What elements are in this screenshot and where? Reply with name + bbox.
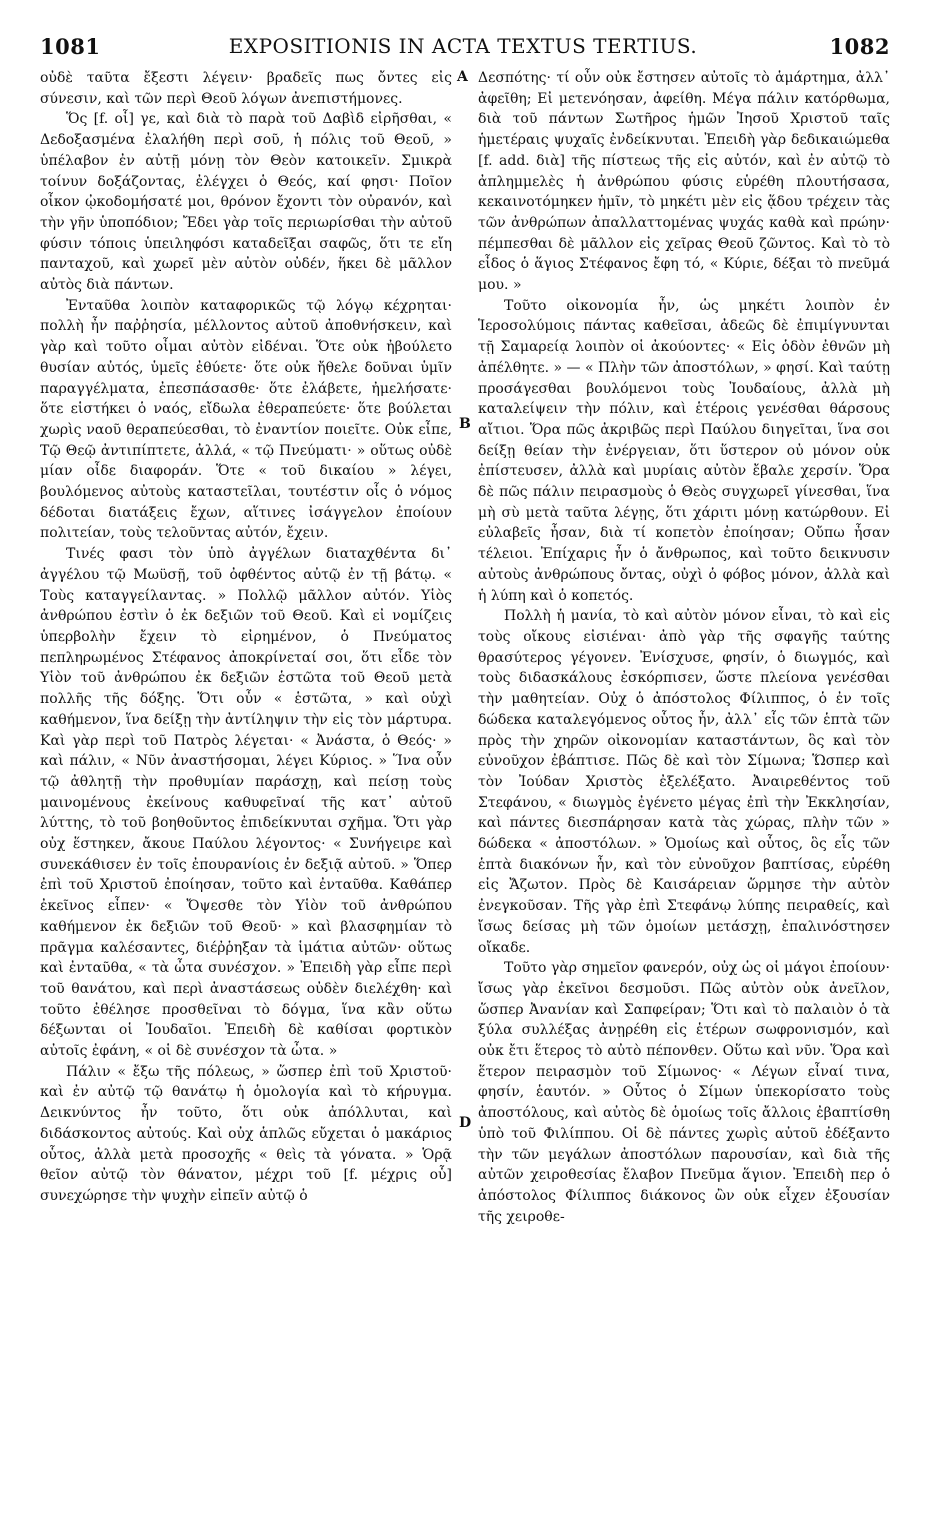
page-number-right: 1082 <box>829 34 890 59</box>
running-title: EXPOSITIONIS IN ACTA TEXTUS TERTIUS. <box>228 34 698 58</box>
right-column <box>478 68 890 1227</box>
left-paragraph-4: Τινές φασι τὸν ὑπὸ ἀγγέλων διαταχθέντα δι᾽ ἀγγέλου τῷ Μωϋσῇ, τοῦ ὀφθέντος αὐτῷ ἐν τῇ βάτῳ. « Τοὺς καταγγείλαντας. » Πολλῷ μᾶλλον αὐτόν. Υἱὸς ἀνθρώπου ἐστὶν ὁ ἐκ δεξιῶν τοῦ Θεοῦ. Καὶ εἰ νομίζεις ὑπερβολὴν ἔχειν τὸ εἰρημένον, ὁ Πνεύματος πεπληρωμένος Στέφανος ἀποκρίνεταί σοι, ὅτι εἶδε τὸν Υἱὸν τοῦ ἀνθρώπου ἐκ δεξιῶν ἑστῶτα τοῦ Θεοῦ μετὰ πολλῆς τῆς δόξης. Ὅτι οὖν « ἑστῶτα, » καὶ οὐχὶ καθήμενον, ἵνα δείξῃ τὴν ἀντίληψιν τὴν εἰς τὸν μάρτυρα. Καὶ γὰρ περὶ τοῦ Πατρὸς λέγεται· « Ἀνάστα, ὁ Θεός· » καὶ πάλιν, « Νῦν ἀναστήσομαι, λέγει Κύριος. » Ἵνα οὖν τῷ ἀθλητῇ τὴν προθυμίαν παράσχῃ, καὶ πείσῃ τοὺς μαινομένους ἐκείνους καθυφεῖναί τῆς κατ᾽ αὐτοῦ λύττης, τὸ τοῦ βοηθοῦντος ἐπιδείκνυται σχῆμα. Ὅτι γὰρ οὐχ ἕστηκεν, ἄκουε Παύλου λέγοντος· « Συνήγειρε καὶ συνεκάθισεν ἐν τοῖς ἐπουρανίοις ἐν δεξιᾷ αὐτοῦ. » Ὅπερ ἐπὶ τοῦ Χριστοῦ ἐποίησαν, τοῦτο καὶ ἐνταῦθα. Καθάπερ ἐκεῖνος εἶπεν· « Ὄψεσθε τὸν Υἱὸν τοῦ ἀνθρώπου καθήμενον ἐκ δεξιῶν τοῦ Θεοῦ· » καὶ βλασφημίαν τὸ πρᾶγμα καλέσαντες, διέῤῥηξαν τὰ ἱμάτια αὐτῶν· οὕτως καὶ ἐνταῦθα, « τὰ ὦτα συνέσχον. » Ἐπειδὴ γὰρ εἶπε περὶ τοῦ θανάτου, καὶ περὶ ἀναστάσεως οὐδὲν διελέχθη· καὶ τοῦτο ἐθέλησε προσθεῖναι τὸ δόγμα, ἵνα κἂν οὕτω δέξωνται οἱ Ἰουδαῖοι. Ἐπειδὴ δὲ καθίσαι φορτικὸν αὐτοῖς ἐφάνη, « οἱ δὲ συνέσχον τὰ ὦτα. » <box>40 546 452 1060</box>
left-column <box>40 68 452 1207</box>
page-number-left: 1081 <box>40 34 101 59</box>
left-paragraph-1: οὐδὲ ταῦτα ἔξεστι λέγειν· βραδεῖς πως ὄντες εἰς σύνεσιν, καὶ τῶν περὶ Θεοῦ λόγων ἀνεπιστήμονες. <box>40 70 452 107</box>
section-marker-a: A <box>457 69 468 85</box>
section-marker-d: D <box>459 1115 472 1131</box>
right-paragraph-3: Πολλὴ ἡ μανία, τὸ καὶ αὐτὸν μόνον εἶναι, τὸ καὶ εἰς τοὺς οἴκους εἰσιέναι· ἀπὸ γὰρ τῆς σφαγῆς ταύτης θρασύτερος γέγονεν. Ἐνίσχυσε, φησίν, ὁ διωγμός, καὶ τοὺς διδασκάλους ἐσκόρπισεν, ὥστε πλείονα γενέσθαι τὴν μαθητείαν. Οὐχ ὁ ἀπόστολος Φίλιππος, ὁ ἐν τοῖς δώδεκα καταλεγόμενος οὗτος ἦν, ἀλλ᾽ εἷς τῶν ἑπτὰ τῶν πρὸς τὴν χηρῶν οἰκονομίαν καταστάντων, ὃς καὶ τὸν εὐνοῦχον ἐβάπτισε. Πῶς δὲ καὶ τὸν Σίμωνα; Ὥσπερ καὶ τὸν Ἰούδαν Χριστὸς ἐξελέξατο. Ἀναιρεθέντος τοῦ Στεφάνου, « διωγμὸς ἐγένετο μέγας ἐπὶ τὴν Ἐκκλησίαν, καὶ πάντες διεσπάρησαν κατὰ τὰς χώρας, πλὴν τῶν » δώδεκα « ἀποστόλων. » Ὁμοίως καὶ οὗτος, ὃς εἷς τῶν ἑπτὰ διακόνων ἦν, καὶ τὸν εὐνοῦχον βαπτίσας, εὑρέθη εἰς Ἄζωτον. Πρὸς δὲ Καισάρειαν ὥρμησε τὴν αὐτὸν ἐνεγκοῦσαν. Τῆς γὰρ ἐπὶ Στεφάνῳ λύπης πειραθείς, καὶ ἴσως δείσας μὴ τῶν ὁμοίων μετάσχῃ, ἐπαλινόστησεν οἴκαδε. <box>478 608 890 956</box>
left-paragraph-5: Πάλιν « ἔξω τῆς πόλεως, » ὥσπερ ἐπὶ τοῦ Χριστοῦ· καὶ ἐν αὐτῷ τῷ θανάτῳ ἡ ὁμολογία καὶ τὸ κήρυγμα. Δεικνύντος ἦν τοῦτο, ὅτι οὐκ ἀπόλλυται, καὶ διδάσκοντος αὐτούς. Καὶ οὐχ ἁπλῶς εὔχεται ὁ μακάριος οὗτος, ἀλλὰ μετὰ προσοχῆς « θεὶς τὰ γόνατα. » Ὁρᾷ θεῖον αὐτῷ τὸν θάνατον, μέχρι τοῦ [f. μέχρις οὗ] συνεχώρησε τὴν ψυχὴν εἰπεῖν αὐτῷ ὁ <box>40 1063 452 1204</box>
page-header <box>0 34 926 60</box>
right-paragraph-2: Τοῦτο οἰκονομία ἦν, ὡς μηκέτι λοιπὸν ἐν Ἱεροσολύμοις πάντας καθεῖσαι, ἀδεῶς δὲ ἐπιμίγνυνται τῇ Σαμαρείᾳ λοιπὸν οἱ ἀκούοντες· « Εἰς ὁδὸν ἐθνῶν μὴ ἀπέλθητε. » — « Πλὴν τῶν ἀποστόλων, » φησί. Καὶ ταύτῃ προσάγεσθαι βουλόμενοι τοὺς Ἰουδαίους, ἀλλὰ μὴ καταλείψειν τὴν πόλιν, καὶ ἑτέροις γενέσθαι θάρσους αἴτιοι. Ὅρα πῶς ἀκριβῶς περὶ Παύλου διηγεῖται, ἵνα σοι δείξῃ θείαν τὴν ἐνέργειαν, ὅτι ὕστερον οὐ μόνον οὐκ ἐπίστευσεν, ἀλλὰ καὶ μυρίαις αὐτὸν ἔβαλε χερσίν. Ὅρα δὲ πῶς πάλιν πειρασμοὺς ὁ Θεὸς συγχωρεῖ γίνεσθαι, ἵνα μὴ σὺ μετὰ ταῦτα λέγῃς, ὅτι χάριτι μόνῃ κατώρθουν. Εἰ εὐλαβεῖς ἦσαν, διὰ τί κοπετὸν ἐποίησαν; Οὔπω ἦσαν τέλειοι. Ἐπίχαρις ἦν ὁ ἄνθρωπος, καὶ τοῦτο δεικνυσιν αὐτοὺς ἀνθρώπους ὄντας, οὐχὶ ὁ φόβος μόνον, ἀλλὰ καὶ ἡ λύπη καὶ ὁ κοπετός. <box>478 297 890 604</box>
right-paragraph-4: Τοῦτο γὰρ σημεῖον φανερόν, οὐχ ὡς οἱ μάγοι ἐποίουν· ἴσως γὰρ ἐκεῖνοι δεσμοῦσι. Πῶς αὐτὸν οὐκ ἀνεῖλον, ὥσπερ Ἀνανίαν καὶ Σαπφείραν; Ὅτι καὶ τὸ παλαιὸν ὁ τὰ ξύλα συλλέξας ἀνῃρέθη εἰς ἑτέρων σωφρονισμόν, καὶ οὐκ ἔτι ἕτερος τὸ αὐτὸ πέπονθεν. Οὕτω καὶ νῦν. Ὅρα καὶ ἕτερον πειρασμὸν τοῦ Σίμωνος· « Λέγων εἶναί τινα, φησίν, ἑαυτόν. » Οὗτος ὁ Σίμων ὑπεκορίσατο τοὺς ἀποστόλους, καὶ αὐτὸς δὲ ὁμοίως τοῖς ἄλλοις ἐβαπτίσθη ὑπὸ τοῦ Φιλίππου. Οἱ δὲ πάντες χωρὶς αὐτοῦ ἐδέξαντο τὴν τῶν μεγάλων ἀποστόλων παρουσίαν, καὶ διὰ τῆς αὐτῶν χειροθεσίας ἔλαβον Πνεῦμα ἅγιον. Ἐπειδὴ περ ὁ ἀπόστολος Φίλιππος διάκονος ὢν οὐκ εἶχεν ἐξουσίαν τῆς χειροθε- <box>478 960 890 1225</box>
left-paragraph-3: Ἐνταῦθα λοιπὸν καταφορικῶς τῷ λόγῳ κέχρηται· πολλὴ ἦν παῤῥησία, μέλλοντος αὐτοῦ ἀποθνήσκειν, καὶ γὰρ καὶ τοῦτο οἶμαι αὐτὸν εἰδέναι. Ὅτε οὐκ ἠβούλετο θυσίαν αὐτός, ὑμεῖς ἐθύετε· ὅτε οὐκ ἤθελε δοῦναι ὑμῖν παραγγέλματα, ἐπεσπάσασθε· ὅτε ἐλάβετε, ἠμελήσατε· ὅτε εἱστήκει ὁ ναός, εἴδωλα ἐθεραπεύετε· ὅτε βούλεται χωρὶς ναοῦ θεραπεύεσθαι, τὸ ἐναντίον ποιεῖτε. Οὐκ εἶπε, Τῷ Θεῷ ἀντιπίπτετε, ἀλλά, « τῷ Πνεύματι· » οὕτως οὐδὲ μίαν οἶδε διαφοράν. Ὅτε « τοῦ δικαίου » λέγει, βουλόμενος αὐτοὺς καταστεῖλαι, τουτέστιν οἷς ὁ νόμος δέδοται διατάξεις ἔχων, αἵτινες ἰσάγγελον ἐποίουν πολιτείαν, τοὺς τελοῦντας αὐτόν, ἔχειν. <box>40 297 452 542</box>
right-paragraph-1: Δεσπότης· τί οὖν οὐκ ἔστησεν αὐτοῖς τὸ ἁμάρτημα, ἀλλ᾽ ἀφεῖθη; Εἰ μετενόησαν, ἀφείθη. Μέγα πάλιν κατόρθωμα, διὰ τοῦ πάντων Σωτῆρος ἡμῶν Ἰησοῦ Χριστοῦ ταῖς ἡμετέραις ψυχαῖς ἐνδείκνυται. Ἐπειδὴ γὰρ δεδικαιώμεθα [f. add. διὰ] τῆς πίστεως τῆς εἰς αὐτόν, καὶ ἐν αὐτῷ τὸ ἀπλημμελὲς ἡ ἀνθρώπου φύσις εὑρέθη πλουτήσασα, κεκαινοτόμηκεν ἡμῖν, τὸ μηκέτι μὲν εἰς ᾅδου τρέχειν τὰς τῶν ἀνθρώπων ἀπαλλαττομένας ψυχάς καθὰ καὶ πρώην· πέμπεσθαι δὲ μᾶλλον εἰς χεῖρας Θεοῦ ζῶντος. Καὶ τὸ τὸ εἶδος ὁ ἅγιος Στέφανος ἔφη τό, « Κύριε, δέξαι τὸ πνεῦμά μου. » <box>478 70 890 294</box>
left-paragraph-2: Ὅς [f. οἷ] γε, καὶ διὰ τὸ παρὰ τοῦ Δαβὶδ εἰρῆσθαι, « Δεδοξασμένα ἐλαλήθη περὶ σοῦ, ἡ πόλις τοῦ Θεοῦ, » ὑπέλαβον ἐν αὐτῇ μόνῃ τὸν Θεὸν κατοικεῖν. Σμικρὰ τοίνυν δοξάζοντας, ἐλέγχει ὁ Θεός, καί φησι· Ποῖον οἶκον ᾠκοδομήσατέ μοι, θρόνον ἔχοντι τὸν οὐρανόν, καὶ τὴν γῆν ὑποπόδιον; Ἔδει γὰρ τοῖς περιωρίσθαι τὴν αὐτοῦ φύσιν τόποις ὑπειληφόσι καταδεῖξαι σαφῶς, ὅτι τε εἴη πανταχοῦ, καὶ χωρεῖ μὲν αὐτὸν οὐδέν, ἥκει δὲ μᾶλλον αὐτὸς διὰ πάντων. <box>40 111 452 294</box>
section-marker-b: B <box>459 416 471 432</box>
